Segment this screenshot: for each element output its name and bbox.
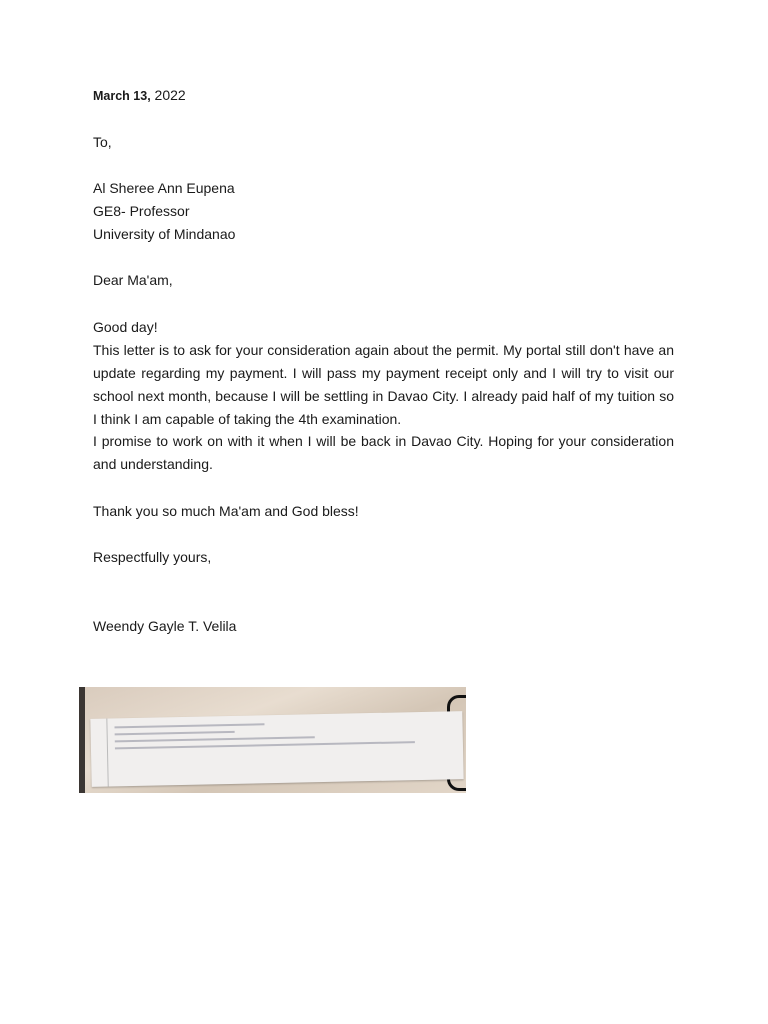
letter-date xyxy=(93,84,186,108)
recipient-title: GE8- Professor xyxy=(93,203,190,219)
date-year: 2022 xyxy=(150,87,186,103)
payment-receipt-image xyxy=(90,711,463,787)
receipt-photo xyxy=(79,687,466,793)
body-paragraph-1: This letter is to ask for your consideration again about the permit. My portal still don't have an update regarding my payment. I will pass my payment receipt only and I will try to visit our school next month, because I will be settling in Davao City. I already paid half of my tuition so I think I am capable of taking the 4th examination. xyxy=(93,342,674,427)
date-month-day: March 13, xyxy=(93,89,151,103)
signature-name: Weendy Gayle T. Velila xyxy=(93,618,237,634)
greeting: Dear Ma'am, xyxy=(93,272,173,288)
recipient-name: Al Sheree Ann Eupena xyxy=(93,180,235,196)
receipt-text-line xyxy=(114,723,264,728)
opening-line: Good day! xyxy=(93,319,158,335)
photo-dark-edge xyxy=(79,687,85,793)
receipt-text-line xyxy=(115,736,315,742)
closing-line: Respectfully yours, xyxy=(93,549,212,565)
receipt-text-line xyxy=(115,741,415,749)
receipt-text-line xyxy=(115,731,235,736)
body-paragraph-2: I promise to work on with it when I will be back in Davao City. Hoping for your consideration and understanding. xyxy=(93,433,674,472)
recipient-organization: University of Mindanao xyxy=(93,226,236,242)
salutation-to: To, xyxy=(93,134,112,150)
receipt-stamp xyxy=(92,719,108,787)
thanks-line: Thank you so much Ma'am and God bless! xyxy=(93,503,359,519)
